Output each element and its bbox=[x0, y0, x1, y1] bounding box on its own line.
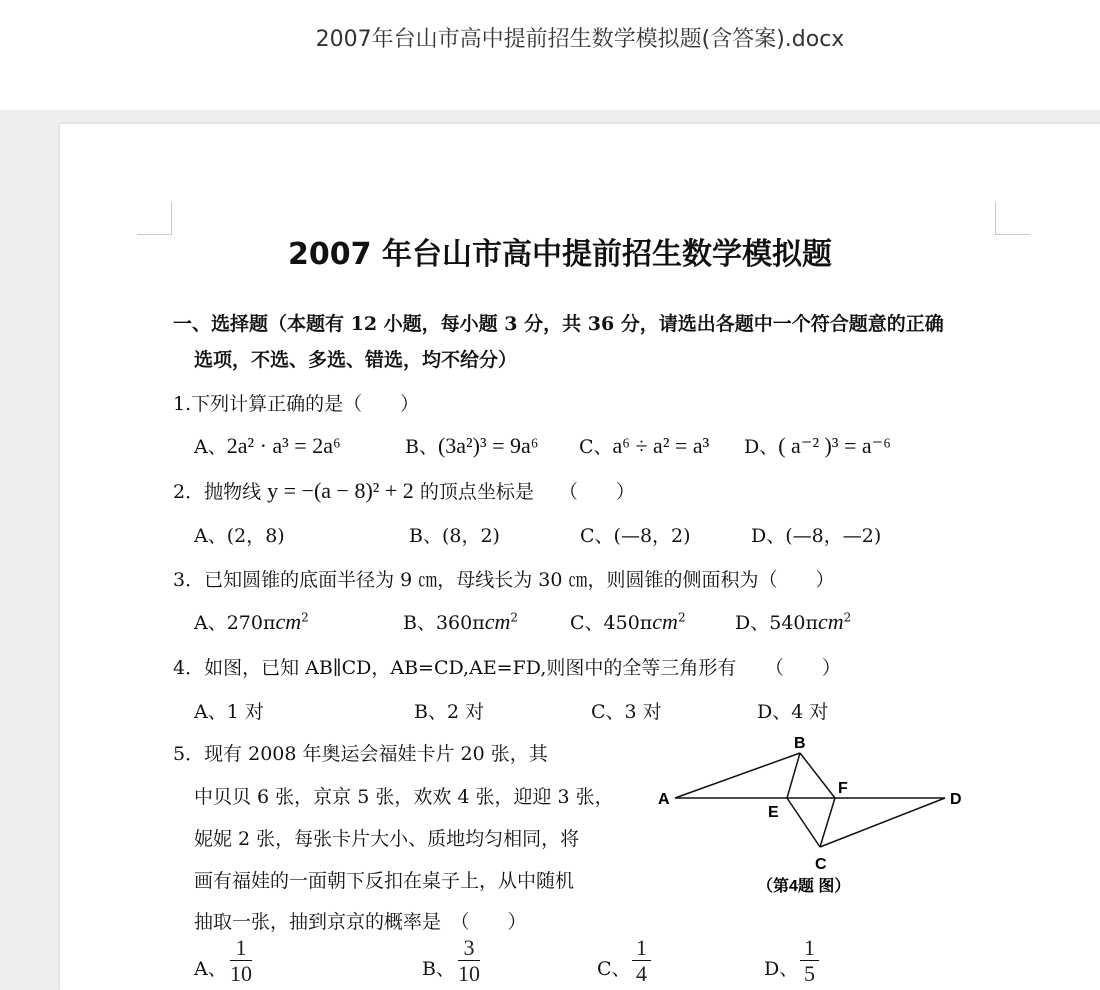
line-cd bbox=[820, 798, 945, 847]
question-5-option-c-label: C、 bbox=[597, 958, 631, 980]
question-5-option-d-label: D、 bbox=[764, 958, 799, 980]
option-c bbox=[579, 432, 709, 459]
denominator: 10 bbox=[230, 961, 252, 986]
denominator: 5 bbox=[804, 961, 815, 986]
stem-text: 2．抛物线 bbox=[173, 481, 268, 503]
line-fc bbox=[820, 798, 835, 847]
question-5-line-2: 中贝贝 6 张，京京 5 张，欢欢 4 张，迎迎 3 张， bbox=[194, 786, 614, 808]
question-3-stem: 3．已知圆锥的底面半径为 9 ㎝，母线长为 30 ㎝，则圆锥的侧面积为（ ） bbox=[173, 569, 835, 591]
option-d: D、4 对 bbox=[757, 701, 829, 723]
document-title: 2007 年台山市高中提前招生数学模拟题 bbox=[288, 237, 832, 272]
option-c: C、(—8，2) bbox=[580, 525, 691, 547]
question-5-line-4: 画有福娃的一面朝下反扣在桌子上，从中随机 bbox=[194, 870, 575, 892]
option-label: B、 bbox=[405, 436, 438, 458]
section-heading-cont: 选项，不选、多选、错选，均不给分） bbox=[194, 349, 518, 371]
option-b: B、(8，2) bbox=[409, 525, 500, 547]
option-d bbox=[735, 608, 851, 635]
option-c: C、3 对 bbox=[591, 701, 662, 723]
denominator: 10 bbox=[458, 961, 480, 986]
option-a: A、1 对 bbox=[194, 701, 264, 723]
unit: cm bbox=[818, 609, 844, 634]
document-filename: 2007年台山市高中提前招生数学模拟题(含答案).docx bbox=[315, 27, 845, 52]
line-ab bbox=[675, 753, 800, 798]
question-5-option-c-fraction bbox=[632, 936, 651, 987]
figure-lines bbox=[675, 753, 945, 847]
option-value: C、450π bbox=[570, 612, 653, 634]
option-a-expr: 2a² · a³ = 2a⁶ bbox=[226, 433, 341, 458]
line-be bbox=[787, 753, 800, 798]
unit: cm bbox=[484, 609, 511, 634]
question-2-stem bbox=[173, 477, 635, 504]
unit-exp: 2 bbox=[843, 610, 852, 625]
stem-expr: y = −(a − 8)² + 2 bbox=[267, 478, 414, 503]
point-label-e: E bbox=[768, 804, 779, 821]
option-value: B、360π bbox=[403, 612, 485, 634]
option-value: D、540π bbox=[735, 612, 818, 634]
numerator: 1 bbox=[230, 936, 252, 961]
document-page[interactable] bbox=[60, 124, 1100, 990]
question-1-stem: 1.下列计算正确的是（ ） bbox=[173, 393, 420, 415]
question-5-line-1: 5．现有 2008 年奥运会福娃卡片 20 张，其 bbox=[173, 743, 548, 765]
question-5-option-b-fraction bbox=[458, 936, 480, 987]
stem-text: 的顶点坐标是 （ ） bbox=[413, 481, 635, 503]
unit-exp: 2 bbox=[510, 610, 519, 625]
question-5-line-5: 抽取一张，抽到京京的概率是 （ ） bbox=[194, 911, 527, 933]
unit: cm bbox=[652, 609, 678, 634]
option-a: A、(2，8) bbox=[194, 525, 285, 547]
question-4-stem: 4．如图，已知 AB∥CD，AB=CD,AE=FD,则图中的全等三角形有 （ ） bbox=[173, 657, 841, 679]
option-b: B、2 对 bbox=[414, 701, 485, 723]
option-b-expr: (3a²)³ = 9a⁶ bbox=[437, 433, 539, 458]
option-label: A、 bbox=[194, 436, 227, 458]
numerator: 1 bbox=[632, 936, 651, 961]
option-label: D、 bbox=[744, 436, 779, 458]
unit-exp: 2 bbox=[677, 610, 686, 625]
line-ec bbox=[787, 798, 820, 847]
point-label-f: F bbox=[838, 780, 848, 797]
point-label-a: A bbox=[658, 791, 670, 808]
numerator: 3 bbox=[458, 936, 480, 961]
option-b bbox=[403, 608, 518, 635]
numerator: 1 bbox=[800, 936, 819, 961]
option-c bbox=[570, 608, 686, 635]
question-5-option-b-label: B、 bbox=[422, 958, 455, 980]
point-label-c: C bbox=[815, 856, 827, 873]
title-bar bbox=[0, 0, 1100, 110]
option-d-expr: ( a⁻² )³ = a⁻⁶ bbox=[778, 433, 891, 458]
option-b bbox=[405, 432, 538, 459]
point-label-d: D bbox=[950, 791, 962, 808]
option-d bbox=[744, 432, 891, 459]
option-value: A、270π bbox=[194, 612, 276, 634]
option-d: D、(—8，—2) bbox=[751, 525, 882, 547]
option-a bbox=[194, 608, 309, 635]
section-heading: 一、选择题（本题有 12 小题，每小题 3 分，共 36 分，请选出各题中一个符合题意的正确 bbox=[173, 313, 944, 335]
denominator: 4 bbox=[636, 961, 647, 986]
question-5-line-3: 妮妮 2 张，每张卡片大小、质地均匀相同，将 bbox=[194, 828, 580, 850]
line-bf bbox=[800, 753, 835, 798]
option-a bbox=[194, 432, 341, 459]
question-5-option-a-fraction bbox=[230, 936, 252, 987]
question-4-figure bbox=[657, 729, 977, 899]
unit-exp: 2 bbox=[301, 610, 309, 625]
unit: cm bbox=[275, 609, 302, 634]
figure-caption: （第4题 图） bbox=[757, 878, 851, 895]
point-label-b: B bbox=[794, 735, 806, 752]
question-5-option-d-fraction bbox=[800, 936, 819, 987]
question-5-option-a-label: A、 bbox=[194, 958, 227, 980]
option-label: C、 bbox=[579, 436, 613, 458]
option-c-expr: a⁶ ÷ a² = a³ bbox=[612, 433, 710, 458]
